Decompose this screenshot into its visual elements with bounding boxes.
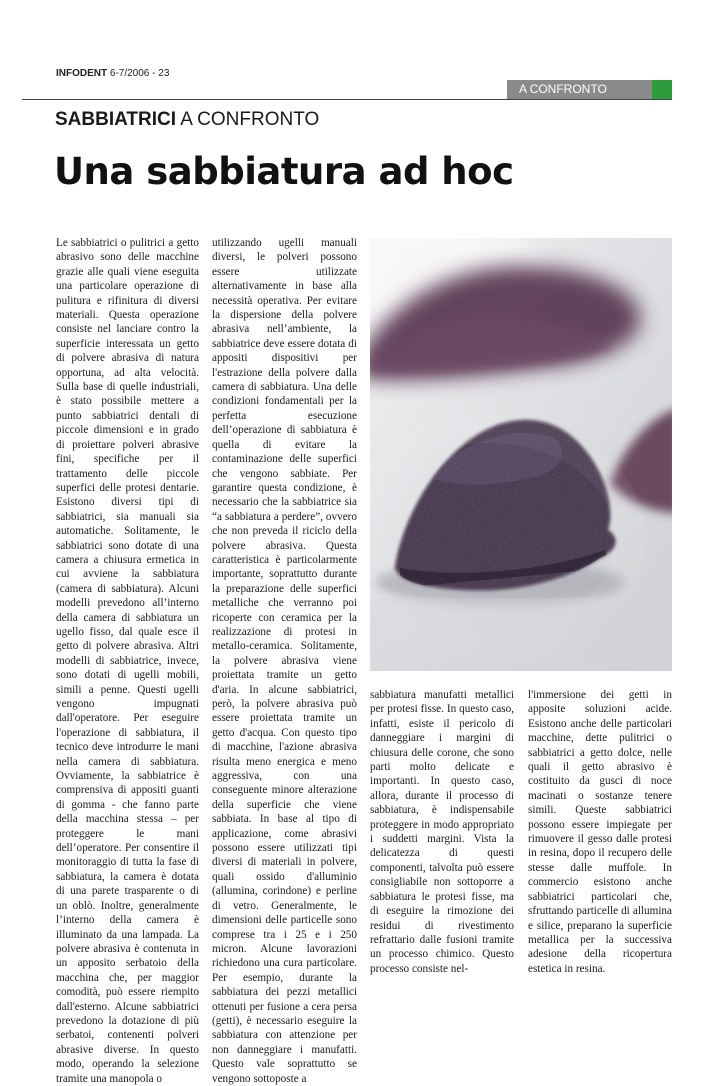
text-column-3 xyxy=(370,688,514,976)
column-3-text: sabbiatura manufatti metallici per protesi fisse. In questo caso, infatti, esiste il pericolo di danneggiare i margini di chiusura delle corone, che sono parti molto delicate e importanti. In questo caso, allora, durante il processo di sabbiatura, è indispensabile proteggere in modo appropriato i suddetti margini. Vista la delicatezza di questi componenti, talvolta può essere consigliabile non sottoporre a sabbiatura le protesi fisse, ma di eseguire la rimozione dei residui di rivestimento refrattario dalle fusioni tramite un processo chimico. Questo processo consiste nel- xyxy=(370,689,514,975)
text-column-4 xyxy=(528,688,672,976)
text-column-2 xyxy=(212,236,357,1086)
kicker-rest: A CONFRONTO xyxy=(180,109,320,130)
header-divider xyxy=(22,99,672,100)
kicker-bold: SABBIATRICI xyxy=(55,109,177,130)
running-header xyxy=(56,68,169,79)
text-column-1 xyxy=(56,236,199,1086)
column-2-text: utilizzando ugelli manuali diversi, le polveri possono essere utilizzate alternativamente in base alla necessità operativa. Per evitare la dispersione della polvere abrasiva nell’ambiente, la sabbiatrice deve essere dotata di appositi dispositivi per l'estrazione della polvere dalla camera di sabbiatura. Una delle condizioni fondamentali per la perfetta esecuzione dell’operazione di sabbiatura è quella di evitare la contaminazione delle superfici che vengono sabbiate. Per garantire questa condizione, è necessario che la sabbiatrice sia “a sabbiatura a perdere”, ovvero che non preveda il riciclo della polvere abrasiva. Questa caratteristica è particolarmente importante, soprattutto durante la preparazione delle superfici metalliche che verranno poi ricoperte con ceramica per la realizzazione di protesi in metallo-ceramica. Solitamente, la polvere abrasiva viene proiettata tramite un getto d'aria. In alcune sabbiatrici, però, la polvere abrasiva può essere proiettata tramite un getto d'acqua. Con questo tipo di macchine, l'azione abrasiva risulta meno energica e meno aggressiva, con una conseguente minore alterazione della superficie che viene sabbiata. In base al tipo di applicazione, come abrasivi possono essere utilizzati tipi diversi di materiali in polvere, quali ossido d'alluminio (allumina, corindone) e perline di vetro. Generalmente, le dimensioni delle particelle sono comprese tra i 25 e i 250 micron. Alcune lavorazioni richiedono una cura particolare. Per esempio, durante la sabbiatura dei pezzi metallici ottenuti per fusione a cera persa (getti), è necessario eseguire la sabbiatura con attenzione per non danneggiare i manufatti. Questo vale soprattutto se vengono sottoposte a xyxy=(212,237,357,1085)
column-4-text: l'immersione dei getti in apposite soluzioni acide. Esistono anche delle particolari macchine, dette pulitrici o sabbiatrici a getto dolce, nelle quali il getto abrasivo è costituito da gusci di noce macinati o sostanze tenere simili. Queste sabbiatrici possono essere impiegate per rimuovere il gesso dalle protesi in resina, dopo il recupero delle stesse dalle muffole. In commercio esistono anche sabbiatrici particolari che, sfruttando particelle di allumina e silice, preparano la superficie metallica per la successiva adesione della ricopertura estetica in resina. xyxy=(528,689,672,975)
section-label: A CONFRONTO xyxy=(507,80,652,99)
article-title: Una sabbiatura ad hoc xyxy=(54,150,514,193)
column-1-text: Le sabbiatrici o pulitrici a getto abrasivo sono delle macchine grazie alle quali viene eseguita una particolare operazione di pulitura e rifinitura di diversi materiali. Questa operazione consiste nel lanciare contro la superficie interessata un getto di polvere abrasiva di natura opportuna, ad alta velocità. Sulla base di quelle industriali, è stato possibile mettere a punto sabbiatrici dentali di piccole dimensioni e in grado di proiettare polveri abrasive fini, specifiche per il trattamento delle piccole superfici delle protesi dentarie. Esistono diversi tipi di sabbiatrici, sia manuali sia automatiche. Solitamente, le sabbiatrici sono dotate di una camera a chiusura ermetica in cui avviene la sabbiatura (camera di sabbiatura). Alcuni modelli prevedono all’interno della camera di sabbiatura un ugello fisso, dal quale esce il getto di polvere abrasiva. Altri modelli di sabbiatrice, invece, sono dotati di ugelli mobili, simili a penne. Questi ugelli vengono impugnati dall'operatore. Per eseguire l'operazione di sabbiatura, il tecnico deve introdurre le mani nella camera di sabbiatura. Ovviamente, la sabbiatrice è comprensiva di appositi guanti di gomma - che fanno parte della macchina stessa – per proteggere le mani dell’operatore. Per consentire il monitoraggio di tutta la fase di sabbiatura, la camera è dotata di una parete trasparente o di un oblò. Inoltre, generalmente l’interno della camera è illuminato da una lampada. La polvere abrasiva è contenuta in un apposito serbatoio della macchina che, per maggior comodità, può essere riempito dall'esterno. Alcune sabbiatrici prevedono la dotazione di più serbatoi, contenenti polveri abrasive diverse. In questo modo, operando la selezione tramite una manopola o xyxy=(56,237,199,1085)
section-accent xyxy=(652,80,672,99)
powder-piles-photo xyxy=(370,238,672,671)
issue-page: 6-7/2006 - 23 xyxy=(109,68,170,79)
kicker xyxy=(55,109,319,131)
magazine-name: INFODENT xyxy=(56,68,108,79)
